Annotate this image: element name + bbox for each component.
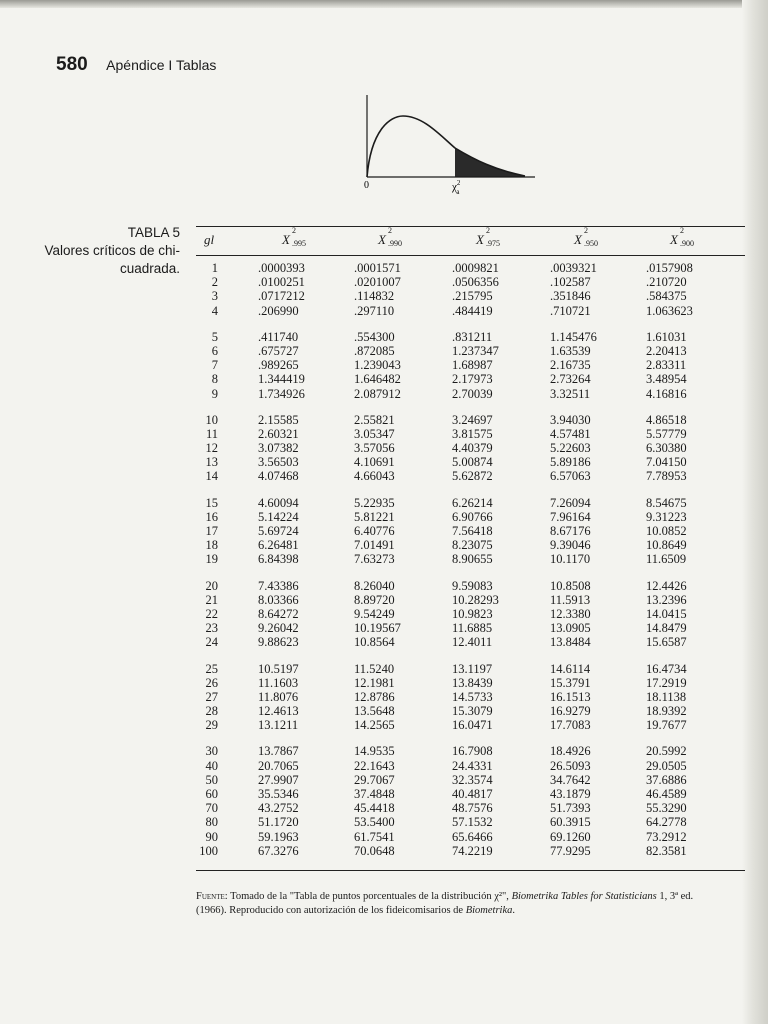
value-cell: 6.30380 bbox=[646, 441, 687, 456]
value-cell: .0717212 bbox=[258, 289, 305, 304]
value-cell: 2.20413 bbox=[646, 343, 687, 358]
value-cell: 9.54249 bbox=[354, 606, 395, 621]
value-cell: 57.1532 bbox=[452, 815, 493, 830]
value-cell: 13.5648 bbox=[354, 704, 395, 719]
table-row bbox=[196, 844, 745, 858]
value-cell: 51.7393 bbox=[550, 801, 591, 816]
value-cell: 5.57779 bbox=[646, 426, 687, 441]
table-row bbox=[196, 289, 745, 303]
value-cell: 29.0505 bbox=[646, 758, 687, 773]
value-cell: .584375 bbox=[646, 289, 687, 304]
value-cell: 17.7083 bbox=[550, 718, 591, 733]
value-cell: 10.1170 bbox=[550, 552, 591, 567]
gl-cell: 6 bbox=[211, 343, 218, 358]
value-cell: 15.3079 bbox=[452, 704, 493, 719]
table-row bbox=[196, 261, 745, 275]
table-row bbox=[196, 607, 745, 621]
table-row bbox=[196, 427, 745, 441]
value-cell: 10.28293 bbox=[452, 592, 499, 607]
gl-cell: 100 bbox=[199, 843, 218, 858]
value-cell: 11.5240 bbox=[354, 661, 395, 676]
gl-cell: 13 bbox=[205, 455, 218, 470]
value-cell: 6.84398 bbox=[258, 552, 299, 567]
table-row bbox=[196, 455, 745, 469]
value-cell: 8.89720 bbox=[354, 592, 395, 607]
value-cell: 9.59083 bbox=[452, 578, 493, 593]
value-cell: 16.4734 bbox=[646, 661, 687, 676]
value-cell: 14.5733 bbox=[452, 689, 493, 704]
value-cell: 4.60094 bbox=[258, 495, 299, 510]
value-cell: 9.26042 bbox=[258, 621, 299, 636]
value-cell: 69.1260 bbox=[550, 829, 591, 844]
value-cell: 11.5913 bbox=[550, 592, 591, 607]
value-cell: .0001571 bbox=[354, 261, 401, 275]
value-cell: 19.7677 bbox=[646, 718, 687, 733]
value-cell: 13.8484 bbox=[550, 635, 591, 650]
value-cell: 18.1138 bbox=[646, 689, 687, 704]
gl-cell: 80 bbox=[205, 815, 218, 830]
value-cell: 3.07382 bbox=[258, 441, 299, 456]
gl-cell: 22 bbox=[205, 606, 218, 621]
value-cell: 16.7908 bbox=[452, 744, 493, 759]
table-row bbox=[196, 304, 745, 318]
value-cell: .0157908 bbox=[646, 261, 693, 275]
table-row bbox=[196, 830, 745, 844]
value-cell: 11.8076 bbox=[258, 689, 299, 704]
value-cell: 12.1981 bbox=[354, 675, 395, 690]
value-cell: 8.90655 bbox=[452, 552, 493, 567]
value-cell: 13.2396 bbox=[646, 592, 687, 607]
gl-cell: 17 bbox=[205, 524, 218, 538]
gl-cell: 26 bbox=[205, 675, 218, 690]
value-cell: 24.4331 bbox=[452, 758, 493, 773]
value-cell: 16.1513 bbox=[550, 689, 591, 704]
critical-value-label: $\chi^2$ a bbox=[452, 179, 461, 196]
table-row bbox=[196, 787, 745, 801]
gl-cell: 27 bbox=[205, 689, 218, 704]
value-cell: 22.1643 bbox=[354, 758, 395, 773]
source-label: Fuente: bbox=[196, 891, 228, 902]
value-cell: 18.4926 bbox=[550, 744, 591, 759]
value-cell: 7.26094 bbox=[550, 495, 591, 510]
col-header-900: X 2 .900 bbox=[670, 226, 694, 248]
value-cell: 7.01491 bbox=[354, 538, 395, 553]
value-cell: 16.9279 bbox=[550, 704, 591, 719]
value-cell: 65.6466 bbox=[452, 829, 493, 844]
value-cell: 70.0648 bbox=[354, 843, 395, 858]
value-cell: 3.05347 bbox=[354, 426, 395, 441]
journal-name: Biometrika bbox=[465, 905, 513, 916]
value-cell: 14.0415 bbox=[646, 606, 687, 621]
value-cell: .872085 bbox=[354, 343, 395, 358]
value-cell: .411740 bbox=[258, 329, 299, 344]
value-cell: 40.4817 bbox=[452, 787, 493, 801]
value-cell: 5.14224 bbox=[258, 509, 299, 524]
value-cell: 2.83311 bbox=[646, 358, 687, 373]
table-row bbox=[196, 704, 745, 718]
value-cell: .0000393 bbox=[258, 261, 305, 275]
table-row bbox=[196, 593, 745, 607]
value-cell: 2.55821 bbox=[354, 412, 395, 427]
value-cell: 34.7642 bbox=[550, 772, 591, 787]
gl-cell: 30 bbox=[205, 744, 218, 759]
gl-cell: 40 bbox=[205, 758, 218, 773]
value-cell: 4.57481 bbox=[550, 426, 591, 441]
table-row bbox=[196, 510, 745, 524]
value-cell: 1.239043 bbox=[354, 358, 401, 373]
value-cell: 2.17973 bbox=[452, 372, 493, 387]
value-cell: 7.63273 bbox=[354, 552, 395, 567]
value-cell: .710721 bbox=[550, 303, 591, 318]
value-cell: 13.7867 bbox=[258, 744, 299, 759]
gl-cell: 50 bbox=[205, 772, 218, 787]
table-label: TABLA 5 bbox=[127, 225, 180, 240]
value-cell: 7.78953 bbox=[646, 469, 687, 484]
value-cell: 64.2778 bbox=[646, 815, 687, 830]
table-caption bbox=[40, 224, 180, 278]
value-cell: 10.19567 bbox=[354, 621, 401, 636]
scan-page-edge bbox=[742, 0, 768, 1024]
value-cell: 2.16735 bbox=[550, 358, 591, 373]
value-cell: 14.2565 bbox=[354, 718, 395, 733]
value-cell: 2.60321 bbox=[258, 426, 299, 441]
value-cell: 13.0905 bbox=[550, 621, 591, 636]
table-row bbox=[196, 552, 745, 566]
value-cell: .0039321 bbox=[550, 261, 597, 275]
value-cell: 5.22603 bbox=[550, 441, 591, 456]
value-cell: 14.8479 bbox=[646, 621, 687, 636]
gl-cell: 10 bbox=[205, 412, 218, 427]
gl-cell: 18 bbox=[205, 538, 218, 553]
value-cell: 4.40379 bbox=[452, 441, 493, 456]
scan-top-edge bbox=[0, 0, 768, 8]
value-cell: 29.7067 bbox=[354, 772, 395, 787]
value-cell: 1.63539 bbox=[550, 343, 591, 358]
table-row bbox=[196, 387, 745, 401]
origin-label: 0 bbox=[364, 180, 369, 191]
value-cell: 8.67176 bbox=[550, 524, 591, 538]
table-bottom-rule bbox=[196, 870, 745, 871]
value-cell: 7.56418 bbox=[452, 524, 493, 538]
value-cell: 3.48954 bbox=[646, 372, 687, 387]
value-cell: 10.9823 bbox=[452, 606, 493, 621]
value-cell: 45.4418 bbox=[354, 801, 395, 816]
value-cell: 8.03366 bbox=[258, 592, 299, 607]
table-row bbox=[196, 330, 745, 344]
value-cell: .484419 bbox=[452, 303, 493, 318]
value-cell: 26.5093 bbox=[550, 758, 591, 773]
value-cell: 20.7065 bbox=[258, 758, 299, 773]
gl-cell: 5 bbox=[211, 329, 218, 344]
table-row bbox=[196, 358, 745, 372]
value-cell: .0201007 bbox=[354, 275, 401, 290]
value-cell: 82.3581 bbox=[646, 843, 687, 858]
table-row bbox=[196, 759, 745, 773]
value-cell: 48.7576 bbox=[452, 801, 493, 816]
value-cell: 4.16816 bbox=[646, 386, 687, 401]
table-row bbox=[196, 815, 745, 829]
value-cell: 59.1963 bbox=[258, 829, 299, 844]
col-header-975: X 2 .975 bbox=[476, 226, 500, 248]
value-cell: 13.1197 bbox=[452, 661, 493, 676]
value-cell: 12.8786 bbox=[354, 689, 395, 704]
gl-cell: 24 bbox=[205, 635, 218, 650]
value-cell: 16.0471 bbox=[452, 718, 493, 733]
value-cell: 55.3290 bbox=[646, 801, 687, 816]
value-cell: .215795 bbox=[452, 289, 493, 304]
gl-cell: 12 bbox=[205, 441, 218, 456]
value-cell: 46.4589 bbox=[646, 787, 687, 801]
value-cell: 8.64272 bbox=[258, 606, 299, 621]
value-cell: 8.26040 bbox=[354, 578, 395, 593]
value-cell: 74.2219 bbox=[452, 843, 493, 858]
value-cell: 6.26214 bbox=[452, 495, 493, 510]
table-row bbox=[196, 773, 745, 787]
value-cell: 6.26481 bbox=[258, 538, 299, 553]
value-cell: .102587 bbox=[550, 275, 591, 290]
value-cell: 3.32511 bbox=[550, 386, 591, 401]
footnote-text-2: 1, 3ª ed. (1966). Reproducido con autorización de los fideicomisarios de bbox=[196, 891, 694, 916]
col-header-990: X 2 .990 bbox=[378, 226, 402, 248]
value-cell: 53.5400 bbox=[354, 815, 395, 830]
gl-cell: 14 bbox=[205, 469, 218, 484]
value-cell: 27.9907 bbox=[258, 772, 299, 787]
value-cell: 18.9392 bbox=[646, 704, 687, 719]
value-cell: .0100251 bbox=[258, 275, 305, 290]
value-cell: 37.4848 bbox=[354, 787, 395, 801]
gl-cell: 3 bbox=[211, 289, 218, 304]
value-cell: 12.4426 bbox=[646, 578, 687, 593]
table-row bbox=[196, 275, 745, 289]
table-row bbox=[196, 579, 745, 593]
value-cell: 1.344419 bbox=[258, 372, 305, 387]
table-row bbox=[196, 469, 745, 483]
value-cell: 2.70039 bbox=[452, 386, 493, 401]
value-cell: 1.61031 bbox=[646, 329, 687, 344]
table-row bbox=[196, 718, 745, 732]
value-cell: 2.15585 bbox=[258, 412, 299, 427]
col-header-995: X 2 .995 bbox=[282, 226, 306, 248]
gl-cell: 23 bbox=[205, 621, 218, 636]
value-cell: 1.145476 bbox=[550, 329, 597, 344]
page-number: 580 bbox=[56, 54, 88, 75]
table-row bbox=[196, 621, 745, 635]
table-source-footnote: Fuente: Tomado de la "Tabla de puntos porcentuales de la distribución χ²", Biometrika Tables for Statisticians 1, 3ª ed. (1966). Reproducido con autorización de los fideicomisarios de Biometrika. bbox=[196, 891, 694, 916]
table-row bbox=[196, 662, 745, 676]
value-cell: 2.73264 bbox=[550, 372, 591, 387]
value-cell: 5.00874 bbox=[452, 455, 493, 470]
value-cell: 5.62872 bbox=[452, 469, 493, 484]
table-row bbox=[196, 372, 745, 386]
value-cell: .114832 bbox=[354, 289, 395, 304]
table-row bbox=[196, 801, 745, 815]
gl-cell: 4 bbox=[211, 303, 218, 318]
value-cell: 5.89186 bbox=[550, 455, 591, 470]
value-cell: 43.2752 bbox=[258, 801, 299, 816]
table-row bbox=[196, 524, 745, 538]
value-cell: 10.0852 bbox=[646, 524, 687, 538]
value-cell: .675727 bbox=[258, 343, 299, 358]
gl-cell: 25 bbox=[205, 661, 218, 676]
table-top-rule bbox=[196, 226, 745, 227]
chi-square-curve-figure bbox=[355, 90, 545, 205]
value-cell: 1.063623 bbox=[646, 303, 693, 318]
value-cell: 51.1720 bbox=[258, 815, 299, 830]
value-cell: .351846 bbox=[550, 289, 591, 304]
value-cell: 12.3380 bbox=[550, 606, 591, 621]
gl-cell: 9 bbox=[211, 386, 218, 401]
value-cell: .210720 bbox=[646, 275, 687, 290]
value-cell: 4.07468 bbox=[258, 469, 299, 484]
value-cell: 73.2912 bbox=[646, 829, 687, 844]
value-cell: 4.10691 bbox=[354, 455, 395, 470]
value-cell: 5.81221 bbox=[354, 509, 395, 524]
value-cell: 12.4613 bbox=[258, 704, 299, 719]
gl-cell: 70 bbox=[205, 801, 218, 816]
value-cell: 1.734926 bbox=[258, 386, 305, 401]
upper-tail-shading bbox=[455, 148, 525, 177]
value-cell: 61.7541 bbox=[354, 829, 395, 844]
value-cell: 60.3915 bbox=[550, 815, 591, 830]
value-cell: 1.237347 bbox=[452, 343, 499, 358]
gl-cell: 11 bbox=[205, 426, 218, 441]
value-cell: .554300 bbox=[354, 329, 395, 344]
value-cell: 11.6885 bbox=[452, 621, 493, 636]
value-cell: 3.24697 bbox=[452, 412, 493, 427]
value-cell: 12.4011 bbox=[452, 635, 493, 650]
value-cell: 9.88623 bbox=[258, 635, 299, 650]
value-cell: 8.54675 bbox=[646, 495, 687, 510]
value-cell: 6.40776 bbox=[354, 524, 395, 538]
value-cell: 77.9295 bbox=[550, 843, 591, 858]
value-cell: 14.6114 bbox=[550, 661, 591, 676]
value-cell: .297110 bbox=[354, 303, 395, 318]
value-cell: 7.04150 bbox=[646, 455, 687, 470]
value-cell: 9.31223 bbox=[646, 509, 687, 524]
value-cell: 6.90766 bbox=[452, 509, 493, 524]
value-cell: 3.81575 bbox=[452, 426, 493, 441]
value-cell: .0506356 bbox=[452, 275, 499, 290]
col-header-950: X 2 .950 bbox=[574, 226, 598, 248]
value-cell: 8.23075 bbox=[452, 538, 493, 553]
value-cell: 2.087912 bbox=[354, 386, 401, 401]
value-cell: 6.57063 bbox=[550, 469, 591, 484]
gl-cell: 7 bbox=[211, 358, 218, 373]
value-cell: 17.2919 bbox=[646, 675, 687, 690]
section-title: Apéndice I Tablas bbox=[106, 57, 217, 73]
table-row bbox=[196, 441, 745, 455]
value-cell: 15.6587 bbox=[646, 635, 687, 650]
table-header-rule bbox=[196, 255, 745, 256]
table-row bbox=[196, 635, 745, 649]
value-cell: 20.5992 bbox=[646, 744, 687, 759]
gl-cell: 19 bbox=[205, 552, 218, 567]
value-cell: 10.8508 bbox=[550, 578, 591, 593]
table-row bbox=[196, 538, 745, 552]
value-cell: 67.3276 bbox=[258, 843, 299, 858]
table-row bbox=[196, 676, 745, 690]
value-cell: 9.39046 bbox=[550, 538, 591, 553]
value-cell: 13.1211 bbox=[258, 718, 299, 733]
gl-cell: 16 bbox=[205, 509, 218, 524]
value-cell: 11.6509 bbox=[646, 552, 687, 567]
value-cell: 13.8439 bbox=[452, 675, 493, 690]
table-body bbox=[196, 261, 745, 858]
value-cell: 3.57056 bbox=[354, 441, 395, 456]
density-curve bbox=[367, 116, 525, 177]
gl-cell: 29 bbox=[205, 718, 218, 733]
value-cell: 43.1879 bbox=[550, 787, 591, 801]
gl-cell: 21 bbox=[205, 592, 218, 607]
value-cell: 35.5346 bbox=[258, 787, 299, 801]
col-header-gl: gl bbox=[204, 232, 215, 247]
gl-cell: 28 bbox=[205, 704, 218, 719]
table-row bbox=[196, 690, 745, 704]
table-row bbox=[196, 344, 745, 358]
value-cell: 1.646482 bbox=[354, 372, 401, 387]
value-cell: 5.22935 bbox=[354, 495, 395, 510]
value-cell: 15.3791 bbox=[550, 675, 591, 690]
value-cell: 10.8564 bbox=[354, 635, 395, 650]
gl-cell: 60 bbox=[205, 787, 218, 801]
value-cell: 32.3574 bbox=[452, 772, 493, 787]
gl-cell: 2 bbox=[211, 275, 218, 290]
gl-cell: 15 bbox=[205, 495, 218, 510]
gl-cell: 1 bbox=[211, 261, 218, 275]
value-cell: 7.96164 bbox=[550, 509, 591, 524]
page-header bbox=[56, 54, 216, 76]
value-cell: .206990 bbox=[258, 303, 299, 318]
book-title: Biometrika Tables for Statisticians bbox=[511, 891, 657, 902]
value-cell: 3.56503 bbox=[258, 455, 299, 470]
value-cell: 1.68987 bbox=[452, 358, 493, 373]
gl-cell: 20 bbox=[205, 578, 218, 593]
value-cell: .831211 bbox=[452, 329, 493, 344]
table-title: Valores críticos de chi-cuadrada. bbox=[44, 243, 180, 276]
value-cell: 37.6886 bbox=[646, 772, 687, 787]
footnote-text-1: Tomado de la "Tabla de puntos porcentuales de la distribución χ²", bbox=[227, 891, 512, 902]
table-row bbox=[196, 413, 745, 427]
value-cell: 14.9535 bbox=[354, 744, 395, 759]
value-cell: 10.8649 bbox=[646, 538, 687, 553]
value-cell: 11.1603 bbox=[258, 675, 299, 690]
gl-cell: 90 bbox=[205, 829, 218, 844]
value-cell: 5.69724 bbox=[258, 524, 299, 538]
value-cell: 3.94030 bbox=[550, 412, 591, 427]
table-row bbox=[196, 496, 745, 510]
value-cell: 4.86518 bbox=[646, 412, 687, 427]
value-cell: 4.66043 bbox=[354, 469, 395, 484]
value-cell: 7.43386 bbox=[258, 578, 299, 593]
value-cell: .989265 bbox=[258, 358, 299, 373]
table-row bbox=[196, 744, 745, 758]
value-cell: 10.5197 bbox=[258, 661, 299, 676]
value-cell: .0009821 bbox=[452, 261, 499, 275]
gl-cell: 8 bbox=[211, 372, 218, 387]
